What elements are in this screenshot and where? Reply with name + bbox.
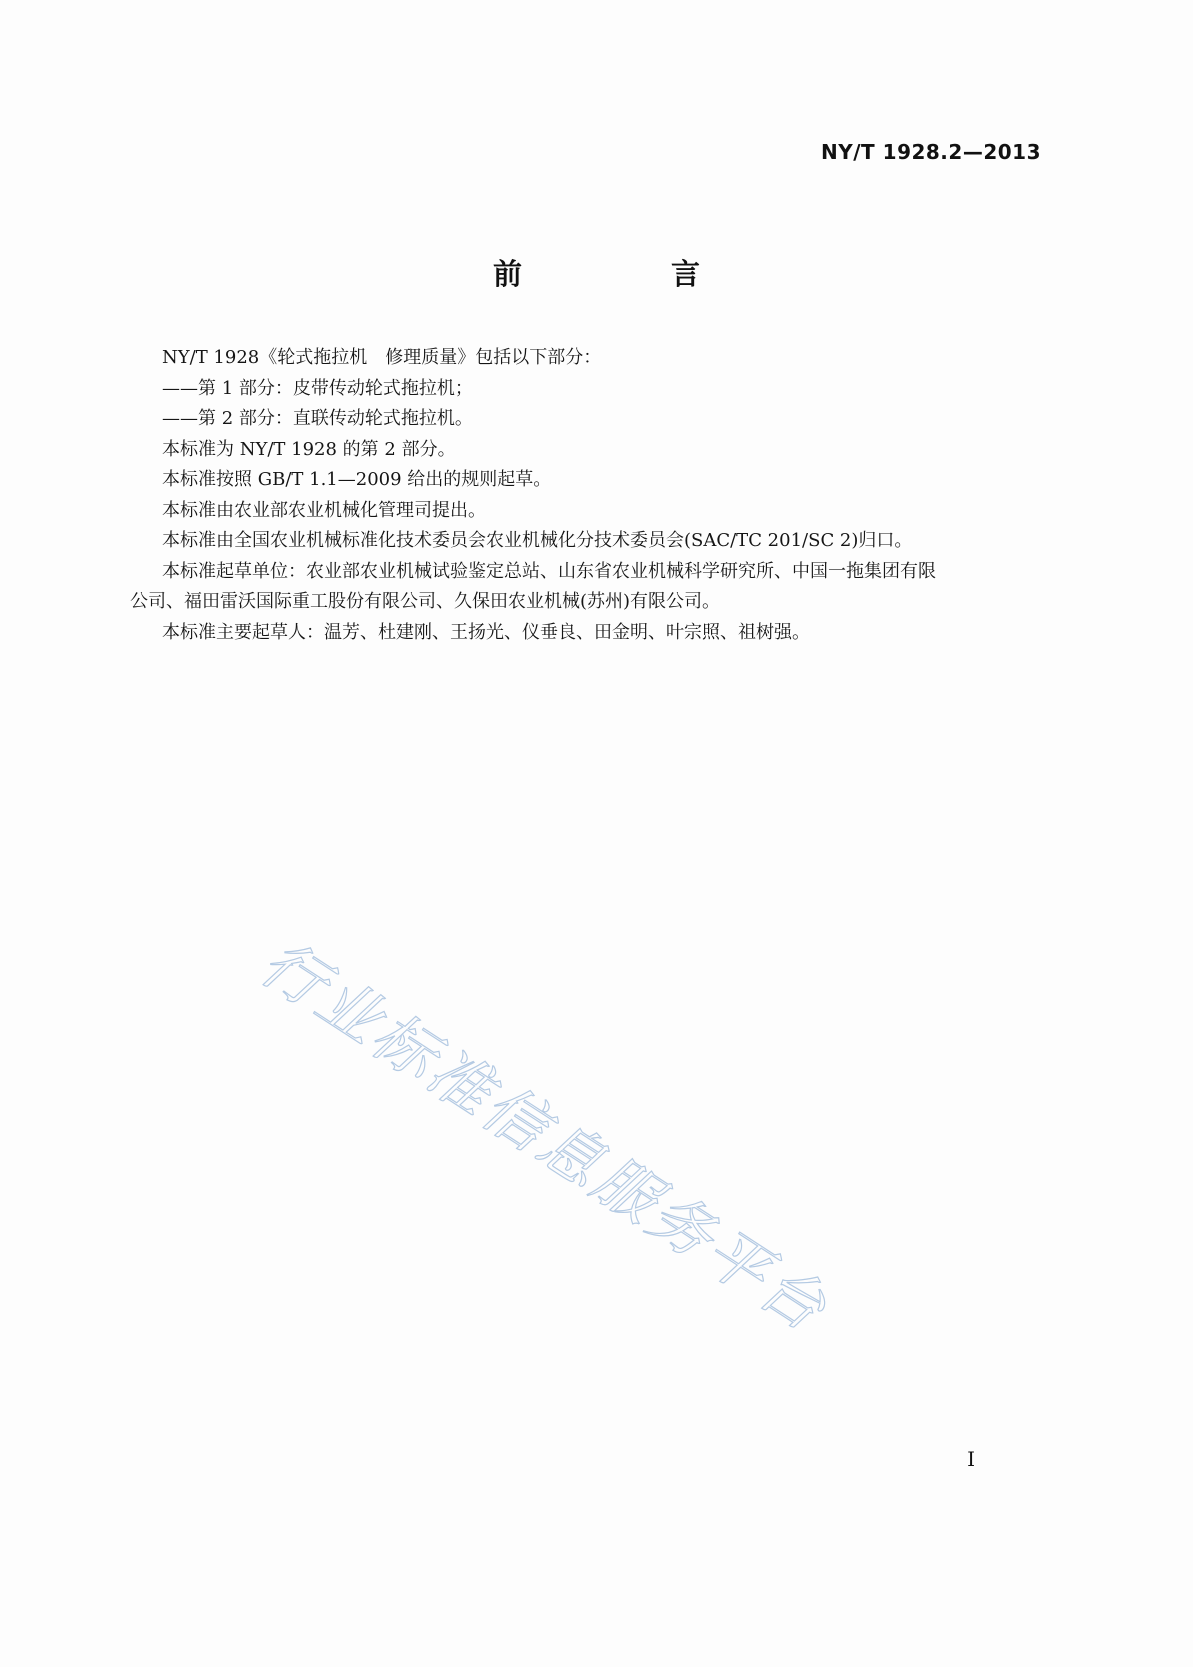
- paragraph-continuation: 公司、福田雷沃国际重工股份有限公司、久保田农业机械(苏州)有限公司。: [130, 591, 721, 612]
- paragraph: 本标准为 NY/T 1928 的第 2 部分。: [162, 438, 456, 460]
- page-number: I: [967, 1447, 975, 1471]
- standard-number: NY/T 1928.2—2013: [821, 140, 1041, 164]
- paragraph: 本标准起草单位：农业部农业机械试验鉴定总站、山东省农业机械科学研究所、中国一拖集团有限: [162, 560, 936, 582]
- foreword-body: [130, 343, 1058, 648]
- paragraph: 本标准由农业部农业机械化管理司提出。: [162, 499, 486, 521]
- paragraph: 本标准按照 GB/T 1.1—2009 给出的规则起草。: [162, 469, 552, 490]
- list-item: ——第 1 部分：皮带传动轮式拖拉机；: [162, 377, 473, 399]
- paragraph: 本标准主要起草人：温芳、杜建刚、王扬光、仪垂良、田金明、叶宗照、祖树强。: [162, 621, 810, 643]
- paragraph: 本标准由全国农业机械标准化技术委员会农业机械化分技术委员会(SAC/TC 201/SC 2)归口。: [162, 530, 913, 551]
- page-title: 前 言: [492, 257, 760, 291]
- list-item: ——第 2 部分：直联传动轮式拖拉机。: [162, 408, 473, 429]
- watermark: 行业标准信息服务平台: [248, 925, 842, 1347]
- paragraph: NY/T 1928《轮式拖拉机 修理质量》包括以下部分：: [162, 347, 602, 368]
